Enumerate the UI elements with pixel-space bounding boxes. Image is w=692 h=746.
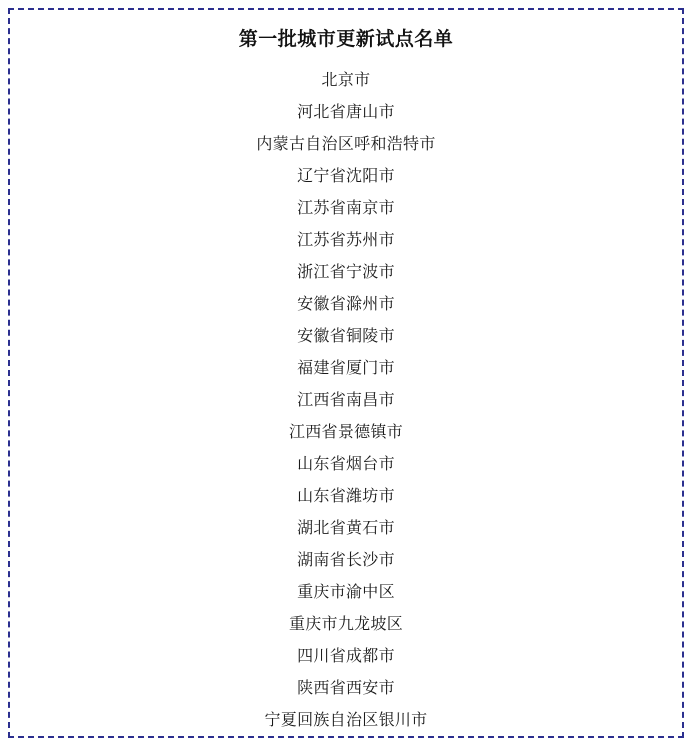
list-item: 江苏省南京市	[297, 197, 395, 217]
list-item: 重庆市九龙坡区	[288, 613, 404, 633]
list-item: 山东省潍坊市	[297, 485, 395, 505]
list-item: 浙江省宁波市	[297, 261, 395, 281]
list-item: 四川省成都市	[297, 645, 395, 665]
list-item: 福建省厦门市	[297, 357, 395, 377]
city-list	[20, 64, 672, 736]
list-item: 江苏省苏州市	[297, 229, 395, 249]
page-title: 第一批城市更新试点名单	[238, 28, 454, 50]
list-item: 内蒙古自治区呼和浩特市	[256, 133, 436, 153]
list-item: 辽宁省沈阳市	[297, 165, 395, 185]
list-item: 安徽省滁州市	[297, 293, 395, 313]
list-item: 陕西省西安市	[297, 677, 395, 697]
list-item: 江西省景德镇市	[288, 421, 404, 441]
list-item: 湖北省黄石市	[297, 517, 395, 537]
document-frame	[8, 8, 684, 738]
list-item: 山东省烟台市	[297, 453, 395, 473]
list-item: 安徽省铜陵市	[297, 325, 395, 345]
list-item: 河北省唐山市	[297, 101, 395, 121]
document-content	[10, 10, 682, 736]
list-item: 江西省南昌市	[297, 389, 395, 409]
list-item: 北京市	[321, 69, 371, 89]
list-item: 重庆市渝中区	[297, 581, 395, 601]
list-item: 宁夏回族自治区银川市	[264, 709, 428, 729]
list-item: 湖南省长沙市	[297, 549, 395, 569]
